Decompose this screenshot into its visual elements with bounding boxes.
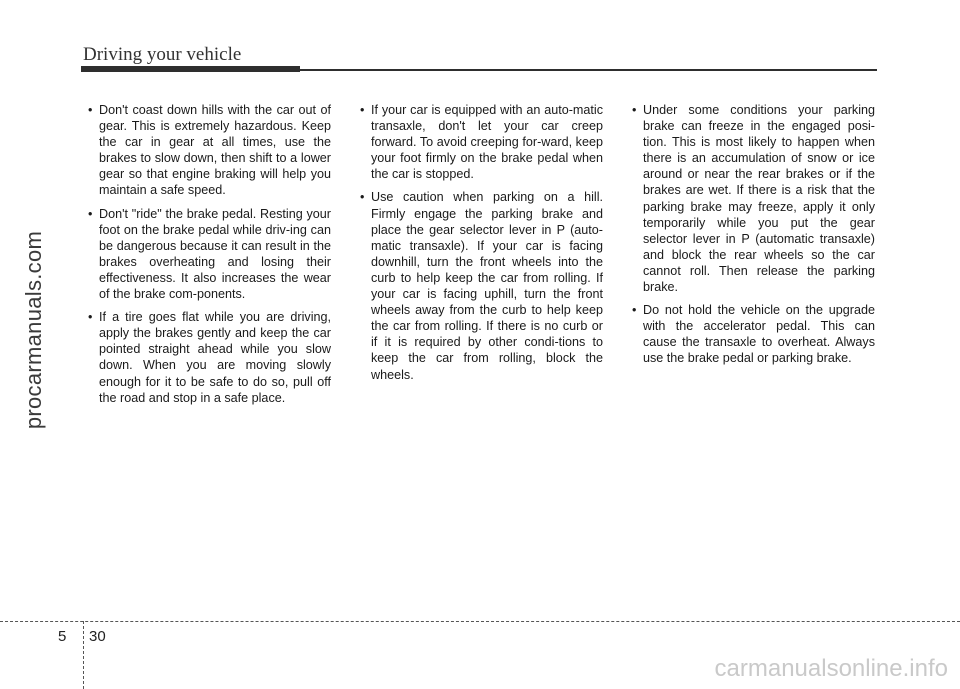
bullet-item: • Don't "ride" the brake pedal. Resting your foot on the brake pedal while driv-ing can be dangerous because it can result in the brakes overheating and losing their effectiveness. It also increases the wear of the brake com-ponents. — [86, 206, 331, 303]
text-column-1 — [86, 102, 331, 413]
header-rule-thin — [300, 69, 877, 71]
bullet-item: • If your car is equipped with an auto-matic transaxle, don't let your car creep forward. To avoid creeping for-ward, keep your foot firmly on the brake pedal when the car is stopped. — [358, 102, 603, 182]
bullet-item: • Under some conditions your parking brake can freeze in the engaged posi-tion. This is most likely to happen when there is an accumulation of snow or ice around or near the rear brakes or if the brakes are wet. If there is a risk that the parking brake may freeze, apply it only temporarily while you put the gear selector lever in P (automatic transaxle) and block the rear wheels so the car cannot roll. Then release the parking brake. — [630, 102, 875, 295]
page-number: 30 — [89, 628, 106, 645]
bullet-item: • Use caution when parking on a hill. Firmly engage the parking brake and place the gear selector lever in P (auto-matic transaxle). If your car is facing downhill, turn the front wheels into the curb to help keep the car from rolling. If your car is facing uphill, turn the front wheels away from the curb to help keep the car from rolling. If there is no curb or if it is required by other condi-tions to keep the car from rolling, block the wheels. — [358, 189, 603, 382]
text-column-3 — [630, 102, 875, 374]
header-rule-thick — [81, 66, 300, 72]
bullet-item: • If a tire goes flat while you are driving, apply the brakes gently and keep the car pointed straight ahead while you slow down. When you are moving slowly enough for it to be safe to do so, pull off the road and stop in a safe place. — [86, 309, 331, 406]
bottom-watermark: carmanualsonline.info — [714, 655, 948, 682]
side-watermark: procarmanuals.com — [21, 230, 46, 430]
footer-vertical-divider — [83, 621, 84, 689]
section-title: Driving your vehicle — [83, 44, 242, 65]
chapter-number: 5 — [58, 628, 67, 645]
footer-divider — [0, 621, 960, 622]
bullet-item: • Don't coast down hills with the car out of gear. This is extremely hazardous. Keep the car in gear at all times, use the brakes to slow down, then shift to a lower gear so that engine braking will help you maintain a safe speed. — [86, 102, 331, 199]
bullet-item: • Do not hold the vehicle on the upgrade with the accelerator pedal. This can cause the transaxle to overheat. Always use the brake pedal or parking brake. — [630, 302, 875, 366]
text-column-2 — [358, 102, 603, 390]
